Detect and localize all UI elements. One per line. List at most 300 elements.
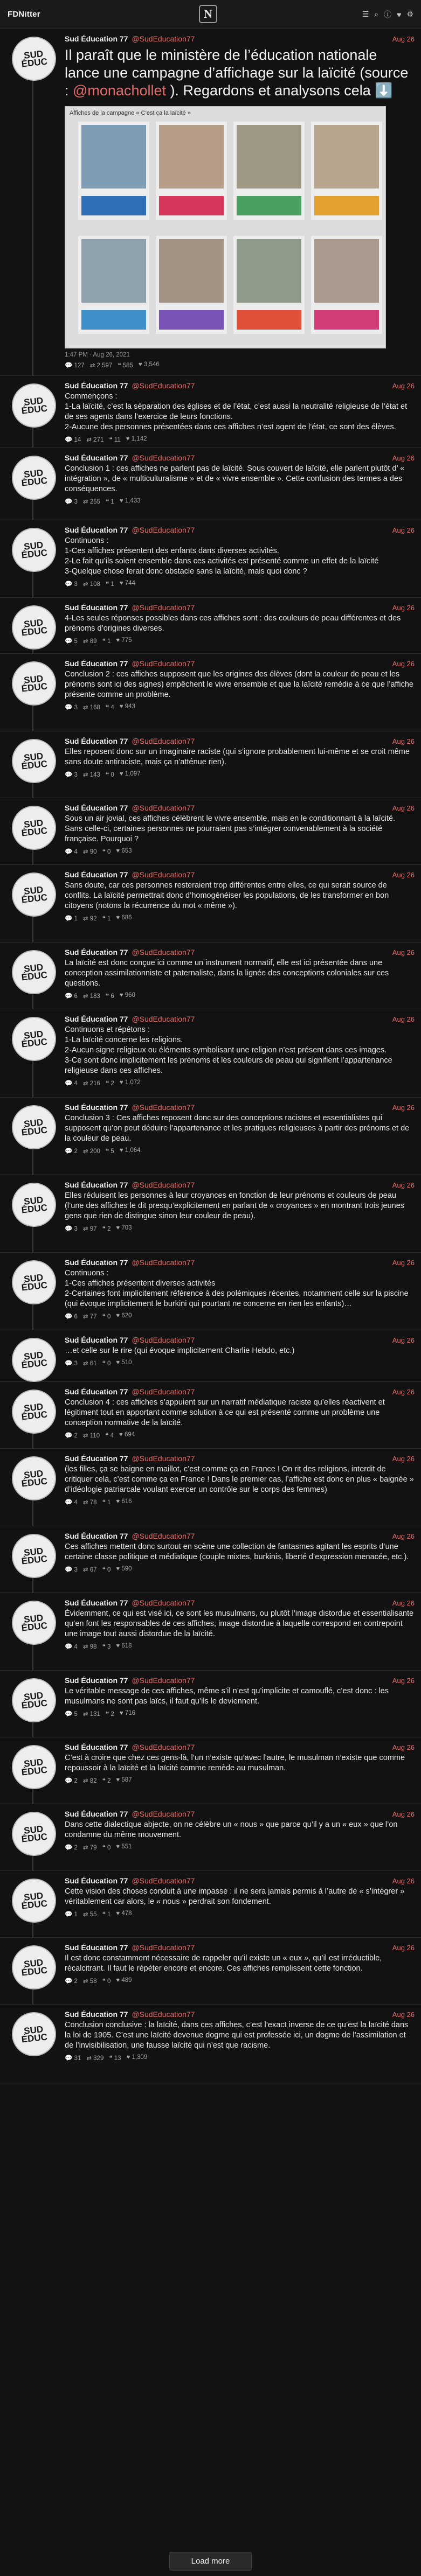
tweet-text: Commençons : 1-La laïcité, c’est la séparation des églises et de l’état, c’est aussi la neutralité religieuse de l’état et de ses agents dans l’exercice de leurs fonctions. 2-Aucune des personnes présentées dans ces affiches n’est agent de l’état, ce sont des élèves. [65,392,408,431]
author-name[interactable]: Sud Éducation 77 [65,2010,128,2019]
replies-stat[interactable]: 💬 1 [65,1911,78,1918]
avatar[interactable] [10,1876,58,1925]
quotes-count: 585 [122,362,133,369]
author-name[interactable]: Sud Éducation 77 [65,1676,128,1685]
retweets-stat[interactable]: ⇄ 61 [82,1360,97,1367]
quotes-count: 1 [107,638,111,645]
tweet-date[interactable]: Aug 26 [392,1532,415,1540]
author-handle[interactable]: @SudEducation77 [132,1181,195,1189]
replies-stat[interactable]: 💬 2 [65,1433,78,1439]
tweet-text: Sans doute, car ces personnes resteraient trop différentes entre elles, ce qui serait source de conflits. La laïcité permettrait donc d’homogénéiser les populations, de les transformer en bon citoyens (notons la récurrence du mot « même »). [65,881,389,910]
thread-line [32,650,33,653]
quotes-count: 0 [107,1567,111,1573]
tweet-stats [65,637,415,645]
quotes-stat[interactable]: ❝ 3 [102,1644,111,1650]
retweets-count: 92 [89,916,97,922]
tweet-date[interactable]: Aug 26 [392,737,415,745]
quotes-stat[interactable]: ❝ 0 [102,849,111,855]
likes-count: 510 [121,1359,132,1366]
retweets-stat[interactable]: ⇄ 110 [82,1433,100,1439]
avatar[interactable] [10,381,58,430]
retweets-stat[interactable]: ⇄ 90 [82,849,97,855]
avatar[interactable] [10,2010,58,2058]
replies-stat[interactable]: 💬 4 [65,1499,78,1506]
author-name[interactable]: Sud Éducation 77 [65,1532,128,1540]
retweets-stat[interactable]: ⇄ 79 [82,1845,97,1851]
reply-tweet [0,1175,421,1253]
tweet-date[interactable]: Aug 26 [392,1599,415,1607]
retweets-stat[interactable]: ⇄ 58 [82,1978,97,1985]
replies-stat[interactable]: 💬 4 [65,849,78,855]
likes-stat[interactable]: ♥ 1,433 [119,498,141,504]
retweets-stat[interactable]: ⇄ 92 [82,916,97,922]
reply-tweet [0,1330,421,1382]
author-name[interactable]: Sud Éducation 77 [65,1336,128,1344]
search-icon[interactable]: ⌕ [374,10,379,18]
quotes-stat[interactable]: ❝ 1 [102,1911,111,1918]
replies-stat[interactable]: 💬 3 [65,581,78,588]
replies-stat[interactable]: 💬 3 [65,1567,78,1573]
replies-stat[interactable]: 💬 2 [65,1778,78,1784]
tweet-stats [65,1710,415,1718]
tweet-text: Continuons et répétons : 1-La laïcité concerne les religions. 2-Aucun signe religieux ou éléments symbolisant une religion n’est présent dans ces images. 3-Ce sont donc implicitement les prénoms et les couleurs de peau qui signifient l’appartenance religieuse dans ces affiches. [65,1025,392,1075]
retweets-stat[interactable]: ⇄ 108 [82,581,100,588]
tweet-date[interactable]: Aug 26 [392,35,415,43]
quotes-stat[interactable]: ❝ 0 [102,1978,111,1985]
retweets-count: 79 [89,1845,97,1851]
quotes-stat[interactable]: ❝ 0 [102,1314,111,1320]
quotes-stat[interactable]: ❝ 0 [105,772,114,778]
author-handle[interactable]: @SudEducation77 [132,1943,195,1952]
author-handle[interactable]: @SudEducation77 [132,1336,195,1344]
replies-stat[interactable]: 💬 6 [65,993,78,1000]
likes-stat[interactable]: ♥ 616 [116,1498,132,1505]
tweet-header [65,1103,415,1112]
retweets-stat[interactable]: ⇄ 67 [82,1567,97,1573]
likes-stat[interactable]: ♥ 551 [116,1844,132,1850]
thread-line [32,1304,33,1330]
tweet-date[interactable]: Aug 26 [392,948,415,957]
thread-line [32,1722,33,1737]
retweets-stat[interactable]: ⇄ 89 [82,638,97,645]
tweet-header [65,1181,415,1189]
quotes-stat[interactable]: ❝ 4 [105,1433,114,1439]
quotes-stat[interactable]: ❝ 1 [105,499,114,505]
retweets-stat[interactable]: ⇄ 98 [82,1644,97,1650]
author-handle[interactable]: @SudEducation77 [132,453,195,462]
quotes-stat[interactable]: ❝ 1 [102,638,111,645]
retweets-stat[interactable]: ⇄ 77 [82,1314,97,1320]
author-name[interactable]: Sud Éducation 77 [65,453,128,462]
likes-stat[interactable]: ♥ 744 [119,580,135,587]
avatar[interactable] [10,1676,58,1725]
author-name[interactable]: Sud Éducation 77 [65,737,128,745]
tweet-date[interactable]: Aug 26 [392,1336,415,1344]
quotes-count: 1 [107,1911,111,1918]
tweet-date[interactable]: Aug 26 [392,454,415,462]
likes-stat[interactable]: ♥ 3,546 [138,361,160,368]
likes-stat[interactable]: ♥ 478 [116,1910,132,1917]
quotes-count: 2 [107,1778,111,1784]
likes-stat[interactable]: ♥ 1,309 [126,2054,148,2061]
tweet-date[interactable]: Aug 26 [392,1677,415,1685]
author-handle[interactable]: @SudEducation77 [132,870,195,879]
quotes-stat[interactable]: ❝ 4 [105,704,114,711]
retweets-count: 329 [93,2055,104,2062]
author-handle[interactable]: @SudEducation77 [132,737,195,745]
replies-count: 5 [74,1711,78,1718]
load-more-button[interactable]: Load more [169,2552,252,2571]
tweet-date[interactable]: Aug 26 [392,1388,415,1396]
avatar-text: SUD ÉDUC [20,1612,48,1633]
author-handle[interactable]: @SudEducation77 [132,659,195,668]
author-handle[interactable]: @SudEducation77 [132,1810,195,1818]
tweet-date[interactable]: Aug 26 [392,526,415,534]
avatar[interactable] [10,603,58,652]
replies-count: 1 [74,916,78,922]
quotes-stat[interactable]: ❝ 5 [105,1148,114,1155]
mention-link[interactable]: @monachollet [73,82,167,99]
tweet-date[interactable]: Aug 26 [392,1015,415,1023]
likes-stat[interactable]: ♥ 694 [119,1432,135,1438]
thread-line [32,783,33,798]
avatar[interactable] [10,1943,58,1992]
author-name[interactable]: Sud Éducation 77 [65,1876,128,1885]
author-name[interactable]: Sud Éducation 77 [65,1454,128,1463]
avatar[interactable] [10,1258,58,1307]
tweet-date[interactable]: Aug 26 [392,804,415,812]
replies-count: 3 [74,499,78,505]
tweet-date[interactable]: Aug 26 [392,660,415,668]
thread-line [32,1645,33,1670]
retweets-stat[interactable]: ⇄ 183 [82,993,100,1000]
retweets-stat[interactable]: ⇄ 329 [86,2055,104,2062]
retweets-stat[interactable]: ⇄ 168 [82,704,100,711]
reply-tweet [0,448,421,520]
replies-count: 2 [74,1978,78,1985]
tweet-text: Conclusion 3 : Ces affiches reposent donc sur des conceptions racistes et essentialistes qui supposent qu’on peut déduire l’appartenance et les pratiques religieuses à partir des prénoms et de la couleur de peau. [65,1114,410,1143]
tweet-stats [65,771,415,778]
likes-stat[interactable]: ♥ 1,072 [119,1079,141,1086]
replies-stat[interactable]: 💬 4 [65,1644,78,1650]
likes-count: 1,097 [125,771,141,777]
avatar[interactable] [10,737,58,785]
author-name[interactable]: Sud Éducation 77 [65,1181,128,1189]
replies-stat[interactable]: 💬 3 [65,1226,78,1232]
author-name[interactable]: Sud Éducation 77 [65,34,128,43]
thread-line [32,994,33,1009]
quotes-stat[interactable]: ❝ 1 [105,581,114,588]
top-navbar [0,0,421,29]
quotes-stat[interactable]: ❝ 11 [109,437,121,443]
quotes-count: 1 [107,1499,111,1506]
avatar[interactable] [10,453,58,502]
author-name[interactable]: Sud Éducation 77 [65,381,128,390]
likes-stat[interactable]: ♥ 775 [116,637,132,644]
tweet-text: La laïcité est donc conçue ici comme un instrument normatif, elle est ici présentée dans une conception assimilationniste et paternaliste, dans la lignée des conceptions coloniales sur ces questions. [65,959,389,988]
tweet-stats [65,1313,415,1320]
replies-stat[interactable]: 💬 3 [65,772,78,778]
likes-stat[interactable]: ♥ 620 [116,1313,132,1319]
likes-stat[interactable]: ♥ 1,064 [119,1147,141,1154]
retweets-stat[interactable]: ⇄ 255 [82,499,100,505]
author-name[interactable]: Sud Éducation 77 [65,1810,128,1818]
author-name[interactable]: Sud Éducation 77 [65,870,128,879]
reply-tweet [0,1593,421,1671]
replies-stat[interactable]: 💬 2 [65,1978,78,1985]
author-handle[interactable]: @SudEducation77 [132,34,195,43]
author-name[interactable]: Sud Éducation 77 [65,1943,128,1952]
reply-tweet [0,2005,421,2084]
author-handle[interactable]: @SudEducation77 [132,2010,195,2019]
author-handle[interactable]: @SudEducation77 [132,1015,195,1023]
author-handle[interactable]: @SudEducation77 [132,1258,195,1267]
author-handle[interactable]: @SudEducation77 [132,1676,195,1685]
avatar[interactable] [10,34,58,83]
likes-stat[interactable]: ♥ 960 [119,992,135,999]
reply-tweet [0,731,421,798]
replies-stat[interactable]: 💬 3 [65,1360,78,1367]
avatar-text: SUD ÉDUC [20,1195,48,1216]
tweet-text: 4-Les seules réponses possibles dans ces affiches sont : des couleurs de peau différentes et des prénoms d’origines diverses. [65,614,401,633]
likes-count: 620 [121,1313,132,1319]
likes-stat[interactable]: ♥ 686 [116,914,132,921]
quotes-stat[interactable]: ❝ 2 [105,1711,114,1718]
retweets-stat[interactable]: ⇄ 131 [82,1711,100,1718]
quotes-stat[interactable]: ❝ 2 [102,1778,111,1784]
author-name[interactable]: Sud Éducation 77 [65,659,128,668]
tweet-date[interactable]: Aug 26 [392,871,415,879]
retweets-stat[interactable]: ⇄ 78 [82,1499,97,1506]
avatar[interactable] [10,659,58,708]
author-handle[interactable]: @SudEducation77 [132,948,195,957]
replies-stat[interactable]: 💬 3 [65,499,78,505]
avatar-text: SUD ÉDUC [20,48,48,69]
author-name[interactable]: Sud Éducation 77 [65,1258,128,1267]
likes-count: 3,546 [143,361,160,368]
avatar[interactable] [10,1743,58,1791]
tweet-date[interactable]: Aug 26 [392,2010,415,2019]
thread-line [32,1578,33,1593]
avatar[interactable] [10,1454,58,1503]
replies-stat[interactable]: 💬 2 [65,1148,78,1155]
author-name[interactable]: Sud Éducation 77 [65,603,128,612]
likes-stat[interactable]: ♥ 587 [116,1777,132,1783]
author-handle[interactable]: @SudEducation77 [132,526,195,534]
replies-stat[interactable]: 💬 6 [65,1314,78,1320]
tweet-date[interactable]: Aug 26 [392,1259,415,1267]
author-handle[interactable]: @SudEducation77 [132,804,195,812]
replies-stat[interactable]: 💬 1 [65,916,78,922]
avatar-text: SUD ÉDUC [20,1957,48,1978]
likes-stat[interactable]: ♥ 716 [119,1710,135,1716]
retweets-stat[interactable]: ⇄ 97 [82,1226,97,1232]
thread-line [32,500,33,520]
likes-count: 1,433 [125,498,141,504]
heart-icon[interactable]: ♥ [397,10,402,19]
replies-stat[interactable]: 💬 5 [65,638,78,645]
avatar-text: SUD ÉDUC [20,1757,48,1778]
avatar[interactable] [10,1598,58,1647]
avatar[interactable] [10,1103,58,1151]
replies-stat[interactable]: 💬 127 [65,362,85,369]
quotes-stat[interactable]: ❝ 0 [102,1845,111,1851]
reply-tweet [0,943,421,1009]
app-title[interactable]: FDNitter [8,10,40,19]
likes-stat[interactable]: ♥ 590 [116,1566,132,1572]
replies-stat[interactable]: 💬 14 [65,437,81,443]
tweet-image[interactable] [65,106,386,348]
replies-count: 127 [74,362,85,369]
tweet-date[interactable]: Aug 26 [392,1877,415,1885]
author-handle[interactable]: @SudEducation77 [132,1103,195,1112]
retweets-stat[interactable]: ⇄ 200 [82,1148,100,1155]
thread-line [32,1500,33,1526]
likes-count: 1,072 [125,1079,141,1086]
quotes-stat[interactable]: ❝ 0 [102,1360,111,1367]
author-name[interactable]: Sud Éducation 77 [65,1598,128,1607]
tweet-stats [65,580,415,588]
author-name[interactable]: Sud Éducation 77 [65,1103,128,1112]
replies-count: 4 [74,1644,78,1650]
tweet-date[interactable]: Aug 26 [392,1944,415,1952]
retweets-count: 61 [89,1360,97,1367]
author-name[interactable]: Sud Éducation 77 [65,1387,128,1396]
info-icon[interactable]: ⓘ [384,10,392,19]
reply-tweet [0,1804,421,1871]
tweet-date[interactable]: Aug 26 [392,604,415,612]
avatar[interactable] [10,526,58,574]
thread-line [32,428,33,448]
replies-count: 4 [74,1499,78,1506]
tweet-stats [65,498,415,505]
likes-stat[interactable]: ♥ 703 [116,1225,132,1231]
retweets-count: 143 [89,772,100,778]
avatar[interactable] [10,1336,58,1384]
avatar[interactable] [10,1015,58,1063]
thread-line [32,572,33,597]
replies-stat[interactable]: 💬 5 [65,1711,78,1718]
avatar-text: SUD ÉDUC [20,962,48,983]
logo-letter: N [204,7,212,20]
author-handle[interactable]: @SudEducation77 [132,1598,195,1607]
tweet-stats [65,1432,415,1439]
tweet-text-part: ). Regardons et analysons cela ⬇️ [166,82,393,99]
likes-stat[interactable]: ♥ 653 [116,848,132,854]
author-handle[interactable]: @SudEducation77 [132,381,195,390]
quotes-stat[interactable]: ❝ 0 [102,1567,111,1573]
author-handle[interactable]: @SudEducation77 [132,603,195,612]
avatar[interactable] [10,1387,58,1436]
replies-stat[interactable]: 💬 31 [65,2055,81,2062]
author-handle[interactable]: @SudEducation77 [132,1743,195,1751]
author-name[interactable]: Sud Éducation 77 [65,1015,128,1023]
author-name[interactable]: Sud Éducation 77 [65,948,128,957]
retweets-stat[interactable]: ⇄ 2,597 [89,362,113,369]
likes-stat[interactable]: ♥ 1,142 [126,436,147,442]
avatar[interactable] [10,1532,58,1580]
tweet-date[interactable]: Aug 26 [392,1455,415,1463]
tweet-stats [65,1910,415,1918]
quotes-stat[interactable]: ❝ 2 [102,1226,111,1232]
author-handle[interactable]: @SudEducation77 [132,1532,195,1540]
avatar[interactable] [10,948,58,996]
tweet-stats [65,1844,415,1851]
tweet-date[interactable]: Aug 26 [392,1810,415,1818]
likes-stat[interactable]: ♥ 489 [116,1977,132,1984]
author-name[interactable]: Sud Éducation 77 [65,804,128,812]
tweet-text: Continuons : 1-Ces affiches présentent des enfants dans diverses activités. 2-Le fait qu’ils soient ensemble dans ces activités est présenté comme un effet de la laïcité 3-Quelque chose ferait donc obstacle sans la laïcité, mais quoi donc ? [65,536,379,576]
rss-icon[interactable]: ☰ [362,10,369,18]
retweets-stat[interactable]: ⇄ 82 [82,1778,97,1784]
reply-tweet [0,520,421,598]
replies-stat[interactable]: 💬 2 [65,1845,78,1851]
reply-tweet [0,1526,421,1593]
author-handle[interactable]: @SudEducation77 [132,1876,195,1885]
likes-stat[interactable]: ♥ 943 [119,703,135,710]
reply-tweet [0,1449,421,1526]
poster-image [233,122,305,220]
quotes-stat[interactable]: ❝ 2 [105,1080,114,1087]
likes-count: 551 [121,1844,132,1850]
tweet-timestamp[interactable]: 1:47 PM · Aug 26, 2021 [65,352,130,358]
likes-stat[interactable]: ♥ 510 [116,1359,132,1366]
likes-count: 775 [121,637,132,644]
quotes-stat[interactable]: ❝ 6 [105,993,114,1000]
retweets-stat[interactable]: ⇄ 216 [82,1080,100,1087]
avatar-text: SUD ÉDUC [20,1272,48,1293]
quotes-stat[interactable]: ❝ 1 [102,1499,111,1506]
avatar-text: SUD ÉDUC [20,540,48,561]
avatar[interactable] [10,870,58,919]
likes-stat[interactable]: ♥ 1,097 [119,771,141,777]
replies-stat[interactable]: 💬 3 [65,704,78,711]
tweet-text: Continuons : 1-Ces affiches présentent diverses activités 2-Certaines font implicitement référence à des polémiques récentes, notamment celle sur la piscine (qui évoque implicitement le burkini qui pourtant ne concerne en rien les enfants)… [65,1269,409,1308]
quotes-count: 0 [107,1845,111,1851]
quotes-stat[interactable]: ❝ 585 [118,362,133,369]
author-name[interactable]: Sud Éducation 77 [65,1743,128,1751]
author-name[interactable]: Sud Éducation 77 [65,526,128,534]
retweets-stat[interactable]: ⇄ 143 [82,772,100,778]
tweet-text: Le véritable message de ces affiches, même s’il n’est qu’implicite et camouflé, c’est donc : les musulmans ne sont pas laïcs, il faut qu’ils le deviennent. [65,1687,389,1706]
quotes-count: 5 [111,1148,114,1155]
quotes-stat[interactable]: ❝ 1 [102,916,111,922]
replies-stat[interactable]: 💬 4 [65,1080,78,1087]
retweets-count: 55 [89,1911,97,1918]
tweet-text: Conclusion conclusive : la laïcité, dans ces affiches, c’est l’exact inverse de ce qu’est la laïcité dans la loi de 1905. C’est une laïcité devenue dogme qui est professée ici, un dogme de l’assimilation et de l’invisibilisation, une fausse laïcité qui n’est que racisme. [65,2021,409,2050]
likes-count: 1,309 [132,2054,148,2061]
tweet-stats [65,992,415,1000]
replies-count: 3 [74,1226,78,1232]
avatar[interactable] [10,804,58,852]
settings-icon[interactable]: ⚙ [406,10,413,18]
tweet-date[interactable]: Aug 26 [392,1743,415,1751]
retweets-stat[interactable]: ⇄ 271 [86,437,104,443]
quotes-stat[interactable]: ❝ 13 [109,2055,121,2062]
tweet-date[interactable]: Aug 26 [392,1181,415,1189]
likes-stat[interactable]: ♥ 618 [116,1643,132,1649]
tweet-date[interactable]: Aug 26 [392,1104,415,1112]
retweets-stat[interactable]: ⇄ 55 [82,1911,97,1918]
avatar[interactable] [10,1181,58,1229]
avatar[interactable] [10,1810,58,1858]
retweets-count: 78 [89,1499,97,1506]
reply-tweet [0,798,421,865]
tweet-date[interactable]: Aug 26 [392,382,415,390]
nitter-logo[interactable] [199,5,217,23]
author-handle[interactable]: @SudEducation77 [132,1387,195,1396]
author-handle[interactable]: @SudEducation77 [132,1454,195,1463]
